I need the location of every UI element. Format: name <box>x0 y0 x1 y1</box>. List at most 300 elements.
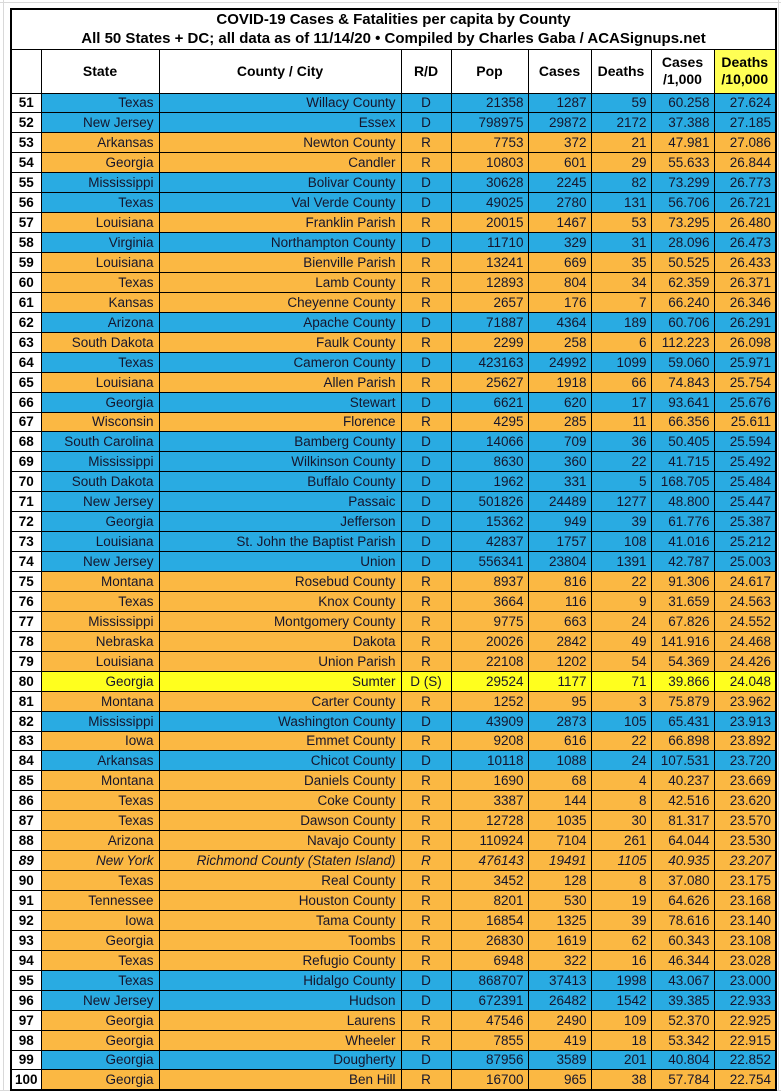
cell-state: Mississippi <box>41 711 159 731</box>
cell-state: Georgia <box>41 1010 159 1030</box>
cell-rank: 67 <box>11 412 41 432</box>
cell-pop: 868707 <box>451 970 528 990</box>
cases-rate-line1: Cases <box>661 54 704 70</box>
table-row <box>11 691 776 711</box>
cell-cases: 949 <box>528 512 591 532</box>
table-row <box>11 153 776 173</box>
cell-county: Candler <box>159 153 401 173</box>
sheet-gridline-left <box>3 0 4 1091</box>
cell-county: Northampton County <box>159 233 401 253</box>
cell-county: Chicot County <box>159 751 401 771</box>
cell-county: Faulk County <box>159 332 401 352</box>
cell-county: Sumter <box>159 671 401 691</box>
cell-deaths: 4 <box>591 771 651 791</box>
cell-rank: 98 <box>11 1030 41 1050</box>
cell-rank: 76 <box>11 591 41 611</box>
cell-rank: 89 <box>11 851 41 871</box>
table-row <box>11 452 776 472</box>
cell-deaths: 71 <box>591 671 651 691</box>
cell-rank: 66 <box>11 392 41 412</box>
table-row <box>11 791 776 811</box>
cell-state: Louisiana <box>41 253 159 273</box>
cell-cases: 1325 <box>528 910 591 930</box>
cell-pop: 556341 <box>451 552 528 572</box>
cell-deaths-per-10000: 25.611 <box>714 412 776 432</box>
cell-deaths: 62 <box>591 930 651 950</box>
cell-rd: R <box>401 1070 451 1090</box>
cell-pop: 9775 <box>451 611 528 631</box>
cell-state: Georgia <box>41 153 159 173</box>
table-row <box>11 272 776 292</box>
table-row <box>11 93 776 113</box>
cell-cases: 2780 <box>528 193 591 213</box>
cell-rd: D <box>401 472 451 492</box>
cell-pop: 6948 <box>451 950 528 970</box>
cell-county: Dakota <box>159 631 401 651</box>
cell-state: Nebraska <box>41 631 159 651</box>
table-row <box>11 671 776 691</box>
cell-deaths-per-10000: 22.925 <box>714 1010 776 1030</box>
cell-rank: 100 <box>11 1070 41 1090</box>
table-row <box>11 831 776 851</box>
cell-pop: 21358 <box>451 93 528 113</box>
cell-county: Richmond County (Staten Island) <box>159 851 401 871</box>
cell-rd: R <box>401 412 451 432</box>
col-header-county: County / City <box>159 49 401 93</box>
cell-rank: 82 <box>11 711 41 731</box>
table-row <box>11 1010 776 1030</box>
cell-cases-per-1000: 61.776 <box>651 512 714 532</box>
cell-deaths-per-10000: 23.669 <box>714 771 776 791</box>
table-row <box>11 173 776 193</box>
cell-cases-per-1000: 64.626 <box>651 891 714 911</box>
cell-pop: 43909 <box>451 711 528 731</box>
cell-rank: 93 <box>11 930 41 950</box>
cell-pop: 13241 <box>451 253 528 273</box>
cell-deaths-per-10000: 26.773 <box>714 173 776 193</box>
table-row <box>11 631 776 651</box>
cell-cases-per-1000: 47.981 <box>651 133 714 153</box>
cell-rd: R <box>401 133 451 153</box>
cell-rd: R <box>401 591 451 611</box>
table-row <box>11 751 776 771</box>
cell-state: Texas <box>41 970 159 990</box>
cell-cases-per-1000: 67.826 <box>651 611 714 631</box>
cell-deaths: 11 <box>591 412 651 432</box>
cell-deaths: 21 <box>591 133 651 153</box>
cell-rank: 69 <box>11 452 41 472</box>
cell-rank: 52 <box>11 113 41 133</box>
cell-rank: 74 <box>11 552 41 572</box>
cell-deaths: 2172 <box>591 113 651 133</box>
cell-cases-per-1000: 59.060 <box>651 352 714 372</box>
cell-county: Rosebud County <box>159 572 401 592</box>
county-table <box>10 8 777 1091</box>
table-row <box>11 372 776 392</box>
cell-pop: 30628 <box>451 173 528 193</box>
table-row <box>11 811 776 831</box>
table-row <box>11 851 776 871</box>
cell-deaths-per-10000: 24.617 <box>714 572 776 592</box>
table-row <box>11 651 776 671</box>
cell-deaths-per-10000: 23.168 <box>714 891 776 911</box>
cell-cases: 1035 <box>528 811 591 831</box>
cell-pop: 7753 <box>451 133 528 153</box>
cell-deaths: 1391 <box>591 552 651 572</box>
cell-deaths-per-10000: 23.892 <box>714 731 776 751</box>
cell-cases: 29872 <box>528 113 591 133</box>
cell-deaths-per-10000: 24.552 <box>714 611 776 631</box>
cell-cases-per-1000: 40.935 <box>651 851 714 871</box>
cell-rank: 63 <box>11 332 41 352</box>
cell-county: Hidalgo County <box>159 970 401 990</box>
column-header-row <box>11 49 776 93</box>
cell-cases: 285 <box>528 412 591 432</box>
table-row <box>11 133 776 153</box>
cell-deaths: 31 <box>591 233 651 253</box>
table-row <box>11 233 776 253</box>
cell-state: Texas <box>41 950 159 970</box>
col-header-state: State <box>41 49 159 93</box>
table-title-block <box>11 9 776 49</box>
cell-cases: 816 <box>528 572 591 592</box>
cell-state: Louisiana <box>41 372 159 392</box>
cell-rd: R <box>401 891 451 911</box>
cell-county: Florence <box>159 412 401 432</box>
cell-deaths-per-10000: 23.000 <box>714 970 776 990</box>
cell-deaths: 29 <box>591 153 651 173</box>
cell-deaths-per-10000: 25.003 <box>714 552 776 572</box>
cell-deaths: 201 <box>591 1050 651 1070</box>
cell-county: Franklin Parish <box>159 213 401 233</box>
cell-deaths-per-10000: 23.140 <box>714 910 776 930</box>
cell-state: Louisiana <box>41 532 159 552</box>
cell-state: Mississippi <box>41 173 159 193</box>
table-row <box>11 910 776 930</box>
cell-pop: 47546 <box>451 1010 528 1030</box>
cell-cases-per-1000: 78.616 <box>651 910 714 930</box>
cell-deaths-per-10000: 26.371 <box>714 272 776 292</box>
cell-deaths: 82 <box>591 173 651 193</box>
cell-county: Real County <box>159 871 401 891</box>
cell-rank: 72 <box>11 512 41 532</box>
cell-rank: 87 <box>11 811 41 831</box>
page-subtitle: All 50 States + DC; all data as of 11/14/20 • Compiled by Charles Gaba / ACASignups.net <box>81 30 706 48</box>
cell-cases: 1177 <box>528 671 591 691</box>
cell-state: Louisiana <box>41 213 159 233</box>
cell-pop: 8201 <box>451 891 528 911</box>
cell-rd: D <box>401 312 451 332</box>
cell-rd: R <box>401 253 451 273</box>
cell-county: Dougherty <box>159 1050 401 1070</box>
cell-deaths: 108 <box>591 532 651 552</box>
cell-cases: 19491 <box>528 851 591 871</box>
cell-rd: R <box>401 572 451 592</box>
cell-deaths-per-10000: 26.721 <box>714 193 776 213</box>
cell-rd: R <box>401 213 451 233</box>
cell-cases: 322 <box>528 950 591 970</box>
cell-cases-per-1000: 60.706 <box>651 312 714 332</box>
cell-deaths-per-10000: 22.933 <box>714 990 776 1010</box>
cell-state: Arizona <box>41 312 159 332</box>
cell-rank: 54 <box>11 153 41 173</box>
cell-cases: 37413 <box>528 970 591 990</box>
cell-state: Kansas <box>41 292 159 312</box>
cell-state: Mississippi <box>41 452 159 472</box>
table-row <box>11 432 776 452</box>
cell-rd: D <box>401 552 451 572</box>
cell-deaths: 39 <box>591 512 651 532</box>
cell-cases: 620 <box>528 392 591 412</box>
cell-pop: 26830 <box>451 930 528 950</box>
cell-deaths-per-10000: 25.387 <box>714 512 776 532</box>
cell-cases: 616 <box>528 731 591 751</box>
cell-cases: 68 <box>528 771 591 791</box>
cell-state: Iowa <box>41 731 159 751</box>
cell-rd: R <box>401 611 451 631</box>
cell-state: Montana <box>41 771 159 791</box>
cell-deaths: 8 <box>591 871 651 891</box>
cell-cases-per-1000: 65.431 <box>651 711 714 731</box>
cell-rank: 92 <box>11 910 41 930</box>
table-row <box>11 611 776 631</box>
cell-cases-per-1000: 112.223 <box>651 332 714 352</box>
cell-cases-per-1000: 60.343 <box>651 930 714 950</box>
cell-county: Emmet County <box>159 731 401 751</box>
cell-county: Lamb County <box>159 272 401 292</box>
cell-state: Arkansas <box>41 751 159 771</box>
cell-county: St. John the Baptist Parish <box>159 532 401 552</box>
cell-deaths: 22 <box>591 452 651 472</box>
cell-cases-per-1000: 107.531 <box>651 751 714 771</box>
cell-pop: 25627 <box>451 372 528 392</box>
cell-county: Apache County <box>159 312 401 332</box>
cell-cases: 1757 <box>528 532 591 552</box>
cell-county: Washington County <box>159 711 401 731</box>
cell-rd: D <box>401 173 451 193</box>
cell-cases: 26482 <box>528 990 591 1010</box>
cell-cases: 1619 <box>528 930 591 950</box>
cell-rd: R <box>401 950 451 970</box>
cell-rd: D <box>401 432 451 452</box>
cell-cases: 128 <box>528 871 591 891</box>
cell-pop: 10803 <box>451 153 528 173</box>
cell-rank: 53 <box>11 133 41 153</box>
cell-cases: 329 <box>528 233 591 253</box>
table-row <box>11 392 776 412</box>
cell-rank: 85 <box>11 771 41 791</box>
cell-state: Tennessee <box>41 891 159 911</box>
cell-rank: 84 <box>11 751 41 771</box>
cell-deaths: 105 <box>591 711 651 731</box>
cell-county: Buffalo County <box>159 472 401 492</box>
cell-pop: 8630 <box>451 452 528 472</box>
cell-pop: 20026 <box>451 631 528 651</box>
cell-deaths: 6 <box>591 332 651 352</box>
cell-deaths: 36 <box>591 432 651 452</box>
table-row <box>11 492 776 512</box>
cell-county: Bienville Parish <box>159 253 401 273</box>
cell-cases-per-1000: 50.525 <box>651 253 714 273</box>
cell-rank: 77 <box>11 611 41 631</box>
cell-cases-per-1000: 91.306 <box>651 572 714 592</box>
cell-deaths-per-10000: 23.620 <box>714 791 776 811</box>
cell-deaths: 30 <box>591 811 651 831</box>
cell-county: Dawson County <box>159 811 401 831</box>
cell-pop: 4295 <box>451 412 528 432</box>
cell-county: Passaic <box>159 492 401 512</box>
cell-deaths-per-10000: 25.754 <box>714 372 776 392</box>
cell-cases-per-1000: 39.866 <box>651 671 714 691</box>
cell-deaths-per-10000: 26.473 <box>714 233 776 253</box>
cell-deaths-per-10000: 23.530 <box>714 831 776 851</box>
cell-cases-per-1000: 52.370 <box>651 1010 714 1030</box>
cell-pop: 12728 <box>451 811 528 831</box>
col-header-pop: Pop <box>451 49 528 93</box>
cell-county: Wheeler <box>159 1030 401 1050</box>
cell-rd: D <box>401 233 451 253</box>
cell-deaths-per-10000: 22.915 <box>714 1030 776 1050</box>
cell-rank: 79 <box>11 651 41 671</box>
table-row <box>11 332 776 352</box>
cell-county: Carter County <box>159 691 401 711</box>
cell-deaths: 1542 <box>591 990 651 1010</box>
cell-cases-per-1000: 55.633 <box>651 153 714 173</box>
cell-deaths: 22 <box>591 572 651 592</box>
cell-cases-per-1000: 64.044 <box>651 831 714 851</box>
cell-cases: 601 <box>528 153 591 173</box>
table-row <box>11 1050 776 1070</box>
cell-cases: 965 <box>528 1070 591 1090</box>
cell-deaths-per-10000: 22.852 <box>714 1050 776 1070</box>
cell-county: Hudson <box>159 990 401 1010</box>
cases-rate-line2: /1,000 <box>663 71 702 87</box>
cell-cases-per-1000: 41.715 <box>651 452 714 472</box>
cell-county: Montgomery County <box>159 611 401 631</box>
cell-deaths: 39 <box>591 910 651 930</box>
cell-deaths: 22 <box>591 731 651 751</box>
cell-pop: 20015 <box>451 213 528 233</box>
cell-rank: 73 <box>11 532 41 552</box>
cell-rd: D <box>401 392 451 412</box>
cell-cases: 176 <box>528 292 591 312</box>
cell-rd: D <box>401 512 451 532</box>
cell-deaths-per-10000: 23.962 <box>714 691 776 711</box>
cell-deaths-per-10000: 23.207 <box>714 851 776 871</box>
cell-county: Daniels County <box>159 771 401 791</box>
cell-state: New Jersey <box>41 492 159 512</box>
col-header-rd: R/D <box>401 49 451 93</box>
cell-county: Val Verde County <box>159 193 401 213</box>
cell-state: Texas <box>41 811 159 831</box>
cell-rd: R <box>401 1030 451 1050</box>
cell-county: Ben Hill <box>159 1070 401 1090</box>
cell-state: Texas <box>41 871 159 891</box>
cell-deaths-per-10000: 24.563 <box>714 591 776 611</box>
cell-deaths: 35 <box>591 253 651 273</box>
cell-rd: D <box>401 751 451 771</box>
table-row <box>11 930 776 950</box>
table-row <box>11 871 776 891</box>
cell-rd: R <box>401 831 451 851</box>
cell-pop: 8937 <box>451 572 528 592</box>
cell-rd: R <box>401 332 451 352</box>
cell-deaths: 3 <box>591 691 651 711</box>
cell-cases: 2873 <box>528 711 591 731</box>
cell-county: Jefferson <box>159 512 401 532</box>
cell-cases-per-1000: 28.096 <box>651 233 714 253</box>
cell-state: Montana <box>41 572 159 592</box>
cell-county: Allen Parish <box>159 372 401 392</box>
cell-rank: 90 <box>11 871 41 891</box>
cell-pop: 3452 <box>451 871 528 891</box>
cell-deaths-per-10000: 25.484 <box>714 472 776 492</box>
cell-rd: D <box>401 711 451 731</box>
cell-county: Union <box>159 552 401 572</box>
cell-deaths: 1105 <box>591 851 651 871</box>
cell-rd: D <box>401 990 451 1010</box>
cell-deaths: 24 <box>591 611 651 631</box>
table-row <box>11 891 776 911</box>
cell-cases-per-1000: 54.369 <box>651 651 714 671</box>
cell-deaths: 1099 <box>591 352 651 372</box>
cell-pop: 11710 <box>451 233 528 253</box>
cell-deaths: 34 <box>591 272 651 292</box>
cell-deaths-per-10000: 25.971 <box>714 352 776 372</box>
cell-cases-per-1000: 81.317 <box>651 811 714 831</box>
cell-cases: 1088 <box>528 751 591 771</box>
cell-pop: 29524 <box>451 671 528 691</box>
cell-pop: 12893 <box>451 272 528 292</box>
cell-cases: 258 <box>528 332 591 352</box>
cell-cases-per-1000: 75.879 <box>651 691 714 711</box>
col-header-cases: Cases <box>528 49 591 93</box>
cell-pop: 71887 <box>451 312 528 332</box>
cell-pop: 423163 <box>451 352 528 372</box>
cell-deaths-per-10000: 26.346 <box>714 292 776 312</box>
cell-cases-per-1000: 48.800 <box>651 492 714 512</box>
cell-rank: 96 <box>11 990 41 1010</box>
cell-state: Georgia <box>41 1050 159 1070</box>
cell-rd: R <box>401 871 451 891</box>
cell-cases: 23804 <box>528 552 591 572</box>
cell-state: Texas <box>41 591 159 611</box>
cell-rd: R <box>401 771 451 791</box>
cell-cases-per-1000: 73.299 <box>651 173 714 193</box>
cell-rank: 58 <box>11 233 41 253</box>
cell-state: Arkansas <box>41 133 159 153</box>
cell-rd: R <box>401 651 451 671</box>
cell-deaths-per-10000: 23.913 <box>714 711 776 731</box>
cell-rank: 91 <box>11 891 41 911</box>
cell-cases-per-1000: 31.659 <box>651 591 714 611</box>
cell-pop: 42837 <box>451 532 528 552</box>
cell-rank: 55 <box>11 173 41 193</box>
cell-pop: 87956 <box>451 1050 528 1070</box>
cell-cases: 663 <box>528 611 591 631</box>
cell-deaths-per-10000: 23.028 <box>714 950 776 970</box>
table-row <box>11 990 776 1010</box>
table-row <box>11 312 776 332</box>
cell-pop: 10118 <box>451 751 528 771</box>
cell-pop: 3387 <box>451 791 528 811</box>
table-row <box>11 472 776 492</box>
cell-state: Mississippi <box>41 611 159 631</box>
cell-deaths-per-10000: 23.720 <box>714 751 776 771</box>
cell-deaths: 53 <box>591 213 651 233</box>
cell-cases: 2245 <box>528 173 591 193</box>
cell-deaths: 7 <box>591 292 651 312</box>
